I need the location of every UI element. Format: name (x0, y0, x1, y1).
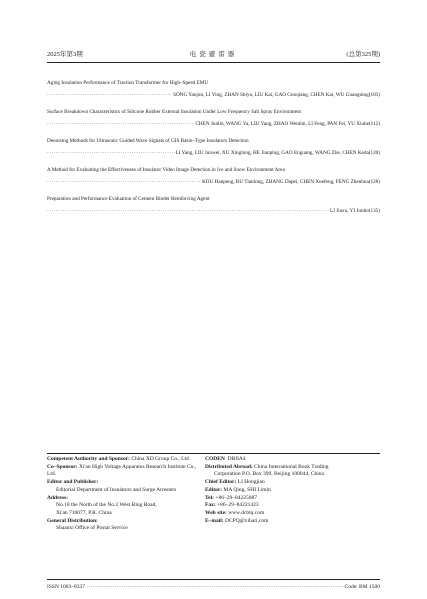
table-of-contents (47, 80, 380, 225)
article-title: Denoising Methods for Ultrasonic Guided Wave Signals of GIS Basin–Type Insulators Detection (47, 138, 249, 144)
leader-dots (47, 92, 172, 98)
footer-bottom-rule (47, 579, 380, 580)
info-line: Address: (47, 494, 68, 501)
info-line: General Distribution: (47, 517, 98, 524)
postal-code: Code: BM 1500 (344, 584, 380, 590)
article-title: Preparation and Performance Evaluation of Cement Binder Reinforcing Agent (47, 196, 210, 202)
info-line: Web site: www.dcblq.com (205, 509, 265, 516)
footer-top-rule (47, 453, 380, 454)
article-title: A Method for Evaluating the Effectiveness of Insulator Video Image Detection in Ice and Snow Environment Area (47, 167, 285, 173)
info-line: Shaanxi Office of Postal Service (56, 525, 128, 532)
info-line: Distributed Abroad: China International Book Trading (205, 463, 329, 470)
distribution-info (205, 456, 375, 525)
info-line: Corporation P.O. Box 399, Beijing 100044, China (214, 471, 324, 478)
total-issue-label: (总第325期) (346, 51, 380, 58)
article-authors: SONG Yanjun, LI Ying, ZHAN Shiyu, LIU Kai, GAO Guoqiang, CHEN Kai, WU Guangning(103) (173, 92, 380, 98)
toc-entry (47, 167, 380, 185)
info-line: Chief Editor: LI Hongjian (205, 479, 265, 486)
publisher-info (47, 456, 199, 533)
issue-label: 2025年第3期 (47, 51, 83, 58)
leader-dots (47, 121, 194, 127)
article-authors: KOU Hanpeng, BU Tianlong, ZHANG Dapei, CHEN Xuefeng, FENG Zhenhua(128) (202, 179, 380, 185)
leader-dots (87, 584, 343, 590)
article-authors: CHEN Junlin, WANG Ya, LIU Yang, ZHAO Wenbin, LI Feng, PAN Fei, YU Xiuhe(112) (195, 121, 380, 127)
info-line: Competent Authority and Sponsor: China XD Group Co., Ltd. (47, 456, 191, 462)
article-title: Surface Breakdown Characteristics of Silicone Rubber External Insulation Under Low Frequency Salt Spray Environment (47, 109, 301, 115)
info-line: CODEN DBIIA4 (205, 456, 246, 462)
toc-entry (47, 138, 380, 156)
toc-entry (47, 196, 380, 214)
info-line: Editor and Publisher: (47, 479, 99, 486)
info-line: Fax: +86–29–84221423 (205, 502, 259, 509)
info-line: Editor: MA Qing, SHI Limin (205, 486, 271, 493)
toc-entry (47, 80, 380, 98)
info-line: Co–Sponsor: Xi'an High Voltage Apparatus Research Institute Co., Ltd. (47, 463, 197, 478)
info-line: Xi'an 710077, P.R. China (56, 509, 112, 516)
leader-dots (47, 179, 201, 185)
info-line: E–mail: DCPQ@xihari.com (205, 517, 269, 524)
issn-line (47, 584, 380, 590)
article-authors: LI Yang, LIU Junwei, XU Xinglong, HE Jianping, GAO Enguang, WANG Zhe, CHEN Keda(120) (175, 150, 380, 156)
toc-entry (47, 109, 380, 127)
info-line: Editorial Department of Insulators and Surge Arresters (56, 486, 177, 493)
info-line: No.18 the North of the No.2 West Ring Road, (56, 502, 157, 509)
running-header (47, 49, 380, 61)
article-authors: LI Jiaxu, YI Junbo(135) (330, 208, 380, 214)
header-rule (47, 62, 380, 63)
info-line: Tel: +86–29–84225087 (205, 494, 257, 501)
issn-number: ISSN 1003–8337 (47, 584, 86, 590)
leader-dots (47, 208, 329, 214)
article-title: Aging Insulation Performance of Traction Transformer for High–Speed EMU (47, 80, 209, 86)
leader-dots (47, 150, 175, 156)
journal-name: 电瓷避雷器 (189, 51, 238, 58)
